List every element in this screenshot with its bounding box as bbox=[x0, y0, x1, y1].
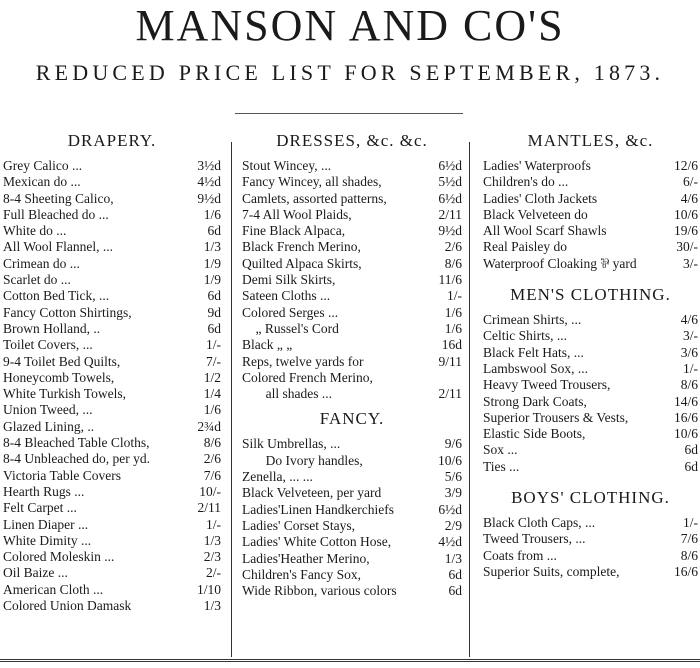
column-divider-1 bbox=[231, 142, 232, 657]
price-row bbox=[3, 386, 221, 402]
price-row bbox=[483, 223, 698, 239]
price-row bbox=[242, 305, 462, 321]
price-row bbox=[242, 337, 462, 353]
item-price: 1/3 bbox=[203, 598, 221, 614]
item-price: 8/6 bbox=[680, 547, 698, 563]
item-label: Colored Union Damask bbox=[3, 598, 132, 614]
price-row bbox=[242, 502, 462, 518]
price-row bbox=[242, 485, 462, 501]
price-row bbox=[3, 239, 221, 255]
item-price: 6½d bbox=[438, 158, 462, 173]
item-label: Crimean do ... bbox=[3, 255, 80, 271]
item-price: 7/6 bbox=[680, 531, 698, 547]
item-label: Ties ... bbox=[483, 458, 520, 474]
item-price: 1/- bbox=[683, 515, 698, 531]
item-price: 4/6 bbox=[680, 190, 698, 206]
item-price: 10/- bbox=[199, 483, 221, 499]
item-label: Celtic Shirts, ... bbox=[483, 328, 567, 344]
boys-heading: BOYS' CLOTHING. bbox=[511, 488, 670, 508]
item-label: Strong Dark Coats, bbox=[483, 393, 587, 409]
price-row bbox=[483, 312, 698, 328]
item-label: Honeycomb Towels, bbox=[3, 369, 115, 385]
mantles-list bbox=[483, 158, 698, 272]
item-label: Waterproof Cloaking ⅌ yard bbox=[483, 255, 637, 271]
item-label: Coats from ... bbox=[483, 547, 557, 563]
item-price: 1/- bbox=[206, 337, 221, 353]
price-row bbox=[242, 354, 462, 370]
price-row bbox=[3, 549, 221, 565]
item-price: 19/6 bbox=[673, 223, 698, 239]
item-label: Reps, twelve yards for bbox=[242, 353, 364, 369]
item-label: Zenella, ... ... bbox=[242, 469, 313, 485]
item-label: Ladies' Cloth Jackets bbox=[483, 190, 598, 206]
item-label: Ladies' Waterproofs bbox=[483, 158, 591, 173]
price-row bbox=[483, 256, 698, 272]
price-row bbox=[242, 256, 462, 272]
price-row bbox=[242, 567, 462, 583]
item-label: Black „ „ bbox=[242, 337, 293, 353]
price-row bbox=[242, 453, 462, 469]
price-row bbox=[483, 515, 698, 531]
page-title: MANSON AND CO'S bbox=[135, 1, 565, 50]
item-price: 2/6 bbox=[444, 239, 462, 255]
price-row bbox=[3, 402, 221, 418]
item-label: Wide Ribbon, various colors bbox=[242, 583, 397, 599]
item-label: White Dimity ... bbox=[3, 532, 92, 548]
mantles-heading: MANTLES, &c. bbox=[527, 131, 654, 150]
item-price: 9/11 bbox=[438, 353, 462, 369]
price-row bbox=[242, 239, 462, 255]
item-price: 10/6 bbox=[673, 206, 698, 222]
item-label: all shades ... bbox=[242, 386, 332, 402]
price-row bbox=[3, 370, 221, 386]
price-row bbox=[483, 459, 698, 475]
item-label: Colored French Merino, bbox=[242, 369, 373, 385]
drapery-column bbox=[3, 130, 221, 614]
item-label: Demi Silk Skirts, bbox=[242, 272, 336, 288]
price-row bbox=[3, 517, 221, 533]
price-row bbox=[3, 582, 221, 598]
price-row bbox=[483, 191, 698, 207]
item-label: 8-4 Bleached Table Cloths, bbox=[3, 435, 150, 451]
item-price: 2/9 bbox=[444, 517, 462, 533]
item-price: 5½d bbox=[438, 174, 462, 190]
item-price: 6d bbox=[684, 442, 698, 458]
item-price: 1/10 bbox=[196, 581, 221, 597]
price-row bbox=[3, 207, 221, 223]
price-row bbox=[242, 386, 462, 402]
item-price: 3/9 bbox=[444, 485, 462, 501]
item-price: 4½d bbox=[197, 174, 221, 190]
price-row bbox=[3, 484, 221, 500]
item-price: 1/- bbox=[683, 360, 698, 376]
item-price: 16/6 bbox=[673, 563, 698, 579]
item-label: Victoria Table Covers bbox=[3, 467, 121, 483]
column-divider-2 bbox=[469, 142, 470, 657]
price-row bbox=[483, 361, 698, 377]
item-label: Black Velveteen do bbox=[483, 206, 588, 222]
item-label: All Wool Flannel, ... bbox=[3, 239, 114, 255]
item-label: Toilet Covers, ... bbox=[3, 337, 93, 353]
item-label: Ladies'Linen Handkerchiefs bbox=[242, 501, 394, 517]
price-row bbox=[483, 239, 698, 255]
item-label: Do Ivory handles, bbox=[242, 452, 363, 468]
item-price: 6d bbox=[448, 566, 462, 582]
item-label: Sox ... bbox=[483, 442, 518, 458]
item-price: 5/6 bbox=[444, 469, 462, 485]
drapery-heading: DRAPERY. bbox=[67, 131, 157, 150]
item-price: 1/3 bbox=[203, 532, 221, 548]
item-price: 1/6 bbox=[444, 320, 462, 336]
item-price: 1/6 bbox=[203, 402, 221, 418]
item-label: Glazed Lining, .. bbox=[3, 418, 95, 434]
item-label: 9-4 Toilet Bed Quilts, bbox=[3, 353, 121, 369]
item-price bbox=[460, 370, 462, 386]
mens-list bbox=[483, 312, 698, 475]
item-label: Colored Serges ... bbox=[242, 304, 339, 320]
price-row bbox=[242, 321, 462, 337]
price-row bbox=[483, 531, 698, 547]
page-subtitle: REDUCED PRICE LIST FOR SEPTEMBER, 1873. bbox=[35, 60, 665, 85]
item-label: Lambswool Sox, ... bbox=[483, 360, 589, 376]
price-row bbox=[242, 207, 462, 223]
item-label: 7-4 All Wool Plaids, bbox=[242, 206, 352, 222]
item-label: Sateen Cloths ... bbox=[242, 288, 331, 304]
price-row bbox=[483, 426, 698, 442]
price-row bbox=[483, 442, 698, 458]
price-row bbox=[3, 533, 221, 549]
price-row bbox=[242, 370, 462, 386]
price-row bbox=[3, 468, 221, 484]
item-label: American Cloth ... bbox=[3, 581, 104, 597]
price-row bbox=[3, 435, 221, 451]
bottom-border bbox=[0, 659, 700, 662]
mantles-column bbox=[483, 130, 698, 580]
price-row bbox=[3, 256, 221, 272]
item-price: 3½d bbox=[197, 158, 221, 173]
item-price: 6d bbox=[448, 583, 462, 599]
item-label: Black Velveteen, per yard bbox=[242, 485, 382, 501]
item-price: 2/11 bbox=[197, 500, 221, 516]
price-row bbox=[242, 288, 462, 304]
item-price: 4½d bbox=[438, 534, 462, 550]
item-price: 8/6 bbox=[203, 435, 221, 451]
price-row bbox=[242, 272, 462, 288]
price-row bbox=[242, 158, 462, 174]
item-label: Silk Umbrellas, ... bbox=[242, 436, 341, 452]
price-row bbox=[3, 191, 221, 207]
item-price: 1/9 bbox=[203, 255, 221, 271]
item-price: 1/6 bbox=[203, 206, 221, 222]
item-label: Camlets, assorted patterns, bbox=[242, 190, 387, 206]
item-price: 6½d bbox=[438, 190, 462, 206]
item-price: 10/6 bbox=[437, 452, 462, 468]
item-price: 1/3 bbox=[444, 550, 462, 566]
item-price: 2/3 bbox=[203, 549, 221, 565]
item-price: 1/2 bbox=[203, 369, 221, 385]
item-label: Fancy Cotton Shirtings, bbox=[3, 304, 132, 320]
item-price: 1/6 bbox=[444, 304, 462, 320]
item-price: 1/9 bbox=[203, 272, 221, 288]
item-price: 9½d bbox=[197, 190, 221, 206]
price-row bbox=[242, 534, 462, 550]
item-label: Scarlet do ... bbox=[3, 272, 71, 288]
item-price: 10/6 bbox=[673, 426, 698, 442]
item-label: Ladies' Corset Stays, bbox=[242, 517, 356, 533]
item-label: Hearth Rugs ... bbox=[3, 483, 85, 499]
item-price: 6/- bbox=[683, 174, 698, 190]
price-row bbox=[3, 223, 221, 239]
item-label: Felt Carpet ... bbox=[3, 500, 77, 516]
item-label: Linen Diaper ... bbox=[3, 516, 89, 532]
price-row bbox=[3, 565, 221, 581]
item-label: Cotton Bed Tick, ... bbox=[3, 288, 110, 304]
item-label: Superior Suits, complete, bbox=[483, 563, 620, 579]
price-row bbox=[3, 337, 221, 353]
item-price: 6½d bbox=[438, 501, 462, 517]
price-row bbox=[483, 328, 698, 344]
item-price: 6d bbox=[207, 288, 221, 304]
item-price: 2¾d bbox=[197, 418, 221, 434]
price-row bbox=[242, 551, 462, 567]
item-label: Real Paisley do bbox=[483, 239, 567, 255]
price-row bbox=[483, 394, 698, 410]
item-price: 3/6 bbox=[680, 344, 698, 360]
item-label: Heavy Tweed Trousers, bbox=[483, 377, 611, 393]
dresses-list bbox=[242, 158, 462, 402]
item-label: Tweed Trousers, ... bbox=[483, 531, 586, 547]
item-label: Brown Holland, .. bbox=[3, 320, 101, 336]
price-row bbox=[242, 223, 462, 239]
item-price: 9d bbox=[207, 304, 221, 320]
item-label: Full Bleached do ... bbox=[3, 206, 109, 222]
item-price: 1/- bbox=[206, 516, 221, 532]
item-price: 2/- bbox=[206, 565, 221, 581]
price-row bbox=[3, 500, 221, 516]
item-price: 3/- bbox=[683, 328, 698, 344]
price-row bbox=[242, 174, 462, 190]
price-row bbox=[3, 272, 221, 288]
item-price: 30/- bbox=[676, 239, 698, 255]
boys-list bbox=[483, 515, 698, 580]
item-price: 3/- bbox=[683, 255, 698, 271]
item-label: All Wool Scarf Shawls bbox=[483, 223, 607, 239]
drapery-list bbox=[3, 158, 221, 614]
item-price: 7/- bbox=[206, 353, 221, 369]
item-price: 1/3 bbox=[203, 239, 221, 255]
item-price: 12/6 bbox=[673, 158, 698, 173]
item-label: „ Russel's Cord bbox=[242, 320, 339, 336]
item-price: 2/11 bbox=[438, 206, 462, 222]
price-row bbox=[3, 419, 221, 435]
mens-heading: MEN'S CLOTHING. bbox=[510, 285, 671, 305]
item-price: 9/6 bbox=[444, 436, 462, 452]
item-label: Stout Wincey, ... bbox=[242, 158, 332, 173]
price-row bbox=[483, 174, 698, 190]
item-label: Black Felt Hats, ... bbox=[483, 344, 584, 360]
item-label: Ladies' White Cotton Hose, bbox=[242, 534, 392, 550]
item-label: Union Tweed, ... bbox=[3, 402, 93, 418]
item-price: 8/6 bbox=[444, 255, 462, 271]
price-row bbox=[483, 207, 698, 223]
item-label: Elastic Side Boots, bbox=[483, 426, 586, 442]
item-price: 9½d bbox=[438, 223, 462, 239]
item-label: 8-4 Sheeting Calico, bbox=[3, 190, 114, 206]
item-label: Oil Baize ... bbox=[3, 565, 68, 581]
item-label: Superior Trousers & Vests, bbox=[483, 409, 629, 425]
item-label: Colored Moleskin ... bbox=[3, 549, 115, 565]
item-label: Children's do ... bbox=[483, 174, 569, 190]
price-row bbox=[483, 410, 698, 426]
item-price: 16d bbox=[441, 337, 462, 353]
item-price: 2/6 bbox=[203, 451, 221, 467]
price-row bbox=[483, 377, 698, 393]
price-row bbox=[483, 345, 698, 361]
item-label: White Turkish Towels, bbox=[3, 386, 126, 402]
item-price: 6d bbox=[207, 223, 221, 239]
item-label: Quilted Alpaca Skirts, bbox=[242, 255, 362, 271]
item-label: Grey Calico ... bbox=[3, 158, 83, 173]
item-label: Children's Fancy Sox, bbox=[242, 566, 362, 582]
item-price: 16/6 bbox=[673, 409, 698, 425]
item-price: 14/6 bbox=[673, 393, 698, 409]
price-row bbox=[242, 583, 462, 599]
item-label: Mexican do ... bbox=[3, 174, 81, 190]
price-row bbox=[3, 158, 221, 174]
price-row bbox=[3, 598, 221, 614]
price-row bbox=[242, 436, 462, 452]
item-label: Ladies'Heather Merino, bbox=[242, 550, 370, 566]
fancy-list bbox=[242, 436, 462, 599]
price-row bbox=[483, 548, 698, 564]
price-row bbox=[483, 158, 698, 174]
item-label: Fancy Wincey, all shades, bbox=[242, 174, 382, 190]
item-price: 6d bbox=[684, 458, 698, 474]
price-row bbox=[3, 305, 221, 321]
price-row bbox=[242, 518, 462, 534]
item-price: 1/4 bbox=[203, 386, 221, 402]
item-label: White do ... bbox=[3, 223, 67, 239]
item-price: 4/6 bbox=[680, 312, 698, 328]
price-row bbox=[242, 469, 462, 485]
item-price: 1/- bbox=[447, 288, 462, 304]
item-price: 8/6 bbox=[680, 377, 698, 393]
fancy-heading: FANCY. bbox=[319, 409, 385, 429]
price-row bbox=[242, 191, 462, 207]
item-price: 11/6 bbox=[438, 272, 462, 288]
item-label: Black Cloth Caps, ... bbox=[483, 515, 596, 531]
price-row bbox=[3, 321, 221, 337]
price-row bbox=[3, 354, 221, 370]
dresses-column bbox=[242, 130, 462, 599]
item-label: Black French Merino, bbox=[242, 239, 361, 255]
item-price: 2/11 bbox=[438, 386, 462, 402]
title-divider bbox=[235, 113, 463, 114]
item-price: 6d bbox=[207, 320, 221, 336]
price-row bbox=[483, 564, 698, 580]
item-label: Crimean Shirts, ... bbox=[483, 312, 582, 328]
price-row bbox=[3, 451, 221, 467]
item-label: Fine Black Alpaca, bbox=[242, 223, 346, 239]
item-price: 7/6 bbox=[203, 467, 221, 483]
price-row bbox=[3, 174, 221, 190]
item-label: 8-4 Unbleached do, per yd. bbox=[3, 451, 150, 467]
dresses-heading: DRESSES, &c. &c. bbox=[276, 131, 428, 150]
price-row bbox=[3, 288, 221, 304]
